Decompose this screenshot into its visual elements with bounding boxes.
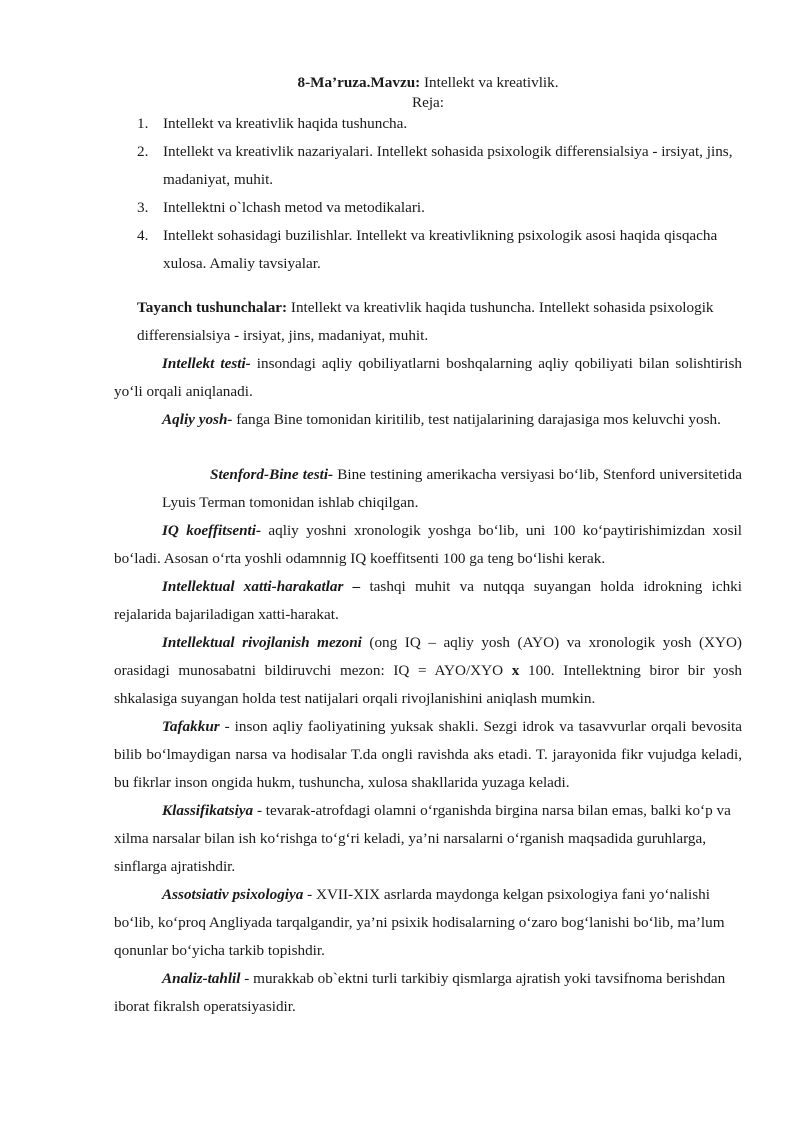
term-definition: - tevarak-atrofdagi olamni o‘rganishda birgina narsa bilan emas, balki ko‘p va xilma narsalar bilan ish ko‘rishga to‘g‘ri keladi, ya’ni narsalarni o‘rganish maqsadida guruhlarga, sinflarga ajratishdir. <box>114 802 731 875</box>
term-label: Intellektual xatti-harakatlar – <box>162 578 361 595</box>
plan-item <box>137 110 747 138</box>
term-label: Intellekt testi- <box>162 355 251 372</box>
key-concepts-label: Tayanch tushunchalar: <box>137 299 288 316</box>
key-concepts-text: Intellekt va kreativlik haqida tushuncha. Intellekt sohasida psixologik differensialsiya - irsiyat, jins, madaniyat, muhit. <box>137 299 714 344</box>
lecture-title <box>0 73 800 93</box>
term-definition: fanga Bine tomonidan kiritilib, test natijalarining darajasiga mos keluvchi yosh. <box>232 411 721 428</box>
term-label: Analiz-tahlil <box>162 970 241 987</box>
term-iq-koeffitsenti <box>114 517 742 573</box>
term-definition: - XVII-XIX asrlarda maydonga kelgan psixologiya fani yo‘nalishi bo‘lib, ko‘proq Angliyada tarqalgandir, ya’ni psixik hodisalarning o‘zaro bog‘lanishi bo‘lib, ma’lum qonunlar bo‘yicha tarkib topishdir. <box>114 886 725 959</box>
term-definition: insondagi aqliy qobiliyatlarni boshqalarning aqliy qobiliyati bilan solishtirish yo‘li orqali aniqlanadi. <box>114 355 742 400</box>
term-label: IQ koeffitsenti- <box>162 522 262 539</box>
multiply-sign: x <box>511 662 520 679</box>
lecture-title-bold: 8-Ma’ruza.Mavzu: <box>297 74 421 91</box>
plan-item-text: Intellektni o`lchash metod va metodikalari. <box>163 199 425 216</box>
term-definition: - murakkab ob`ektni turli tarkibiy qismlarga ajratish yoki tavsifnoma berishdan iborat fikralsh operatsiyasidir. <box>114 970 726 1015</box>
plan-item <box>137 222 747 278</box>
term-label: Klassifikatsiya <box>162 802 254 819</box>
term-label: Tafakkur <box>162 718 220 735</box>
term-klassifikatsiya <box>114 797 742 881</box>
term-definition: Bine testining amerikacha versiyasi bo‘lib, Stenford universitetida Lyuis Terman tomonidan ishlab chiqilgan. <box>162 466 742 511</box>
key-concepts <box>137 294 737 350</box>
plan-item-text: Intellekt va kreativlik haqida tushuncha. <box>163 115 408 132</box>
plan-item-number: 3. <box>137 199 149 216</box>
term-label: Intellektual rivojlanish mezoni <box>162 634 362 651</box>
term-label: Aqliy yosh- <box>162 411 233 428</box>
plan-item-text: Intellekt va kreativlik nazariyalari. Intellekt sohasida psixologik differensialsiya - irsiyat, jins, madaniyat, muhit. <box>163 143 733 188</box>
term-tafakkur <box>114 713 742 797</box>
term-definition: aqliy yoshni xronologik yoshga bo‘lib, uni 100 ko‘paytirishimizdan xosil bo‘ladi. Asosan o‘rta yoshli odamnnig IQ koeffitsenti 100 ga teng bo‘lishi kerak. <box>114 522 742 567</box>
plan-item <box>137 138 747 194</box>
term-aqliy-yosh <box>114 406 742 434</box>
plan-item-text: Intellekt sohasidagi buzilishlar. Intellekt va kreativlikning psixologik asosi haqida qisqacha xulosa. Amaliy tavsiyalar. <box>163 227 718 272</box>
plan-item-number: 2. <box>137 143 149 160</box>
lecture-title-topic: Intellekt va kreativlik. <box>420 74 559 91</box>
term-label: Stenford-Bine testi- <box>210 466 334 483</box>
plan-item-number: 4. <box>137 227 149 244</box>
term-rivojlanish-mezoni <box>114 629 742 713</box>
plan-heading: Reja: <box>411 94 445 111</box>
plan-item <box>137 194 747 222</box>
plan-list <box>137 110 747 278</box>
term-definition: - inson aqliy faoliyatining yuksak shakli. Sezgi idrok va tasavvurlar orqali bevosita bilib bo‘lmaydigan narsa va hodisalar T.da ongli ravishda aks etadi. T. jarayonida fikr vujudga keladi, bu fikrlar inson ongida hukm, tushuncha, xulosa shakllarida yuzaga keladi. <box>114 718 742 791</box>
term-definition: tashqi muhit va nutqqa suyangan holda idrokning ichki rejalarida bajariladigan xatti-harakat. <box>114 578 742 623</box>
term-analiz <box>114 965 742 1021</box>
plan-item-number: 1. <box>137 115 149 132</box>
term-stenford-bine <box>162 461 742 517</box>
term-label: Assotsiativ psixologiya <box>162 886 304 903</box>
term-intellektual-xatti <box>114 573 742 629</box>
term-intellekt-testi <box>114 350 742 406</box>
term-definition-b: 100. Intellektning biror bir yosh shkalasiga suyangan holda test natijalari orqali rivojlanishini aniqlash mumkin. <box>114 662 742 707</box>
term-definition-a: (ong IQ – aqliy yosh (AYO) va xronologik yosh (XYO) orasidagi munosabatni bildiruvchi mezon: IQ = AYO/XYO <box>114 634 742 679</box>
term-assotsiativ <box>114 881 742 965</box>
